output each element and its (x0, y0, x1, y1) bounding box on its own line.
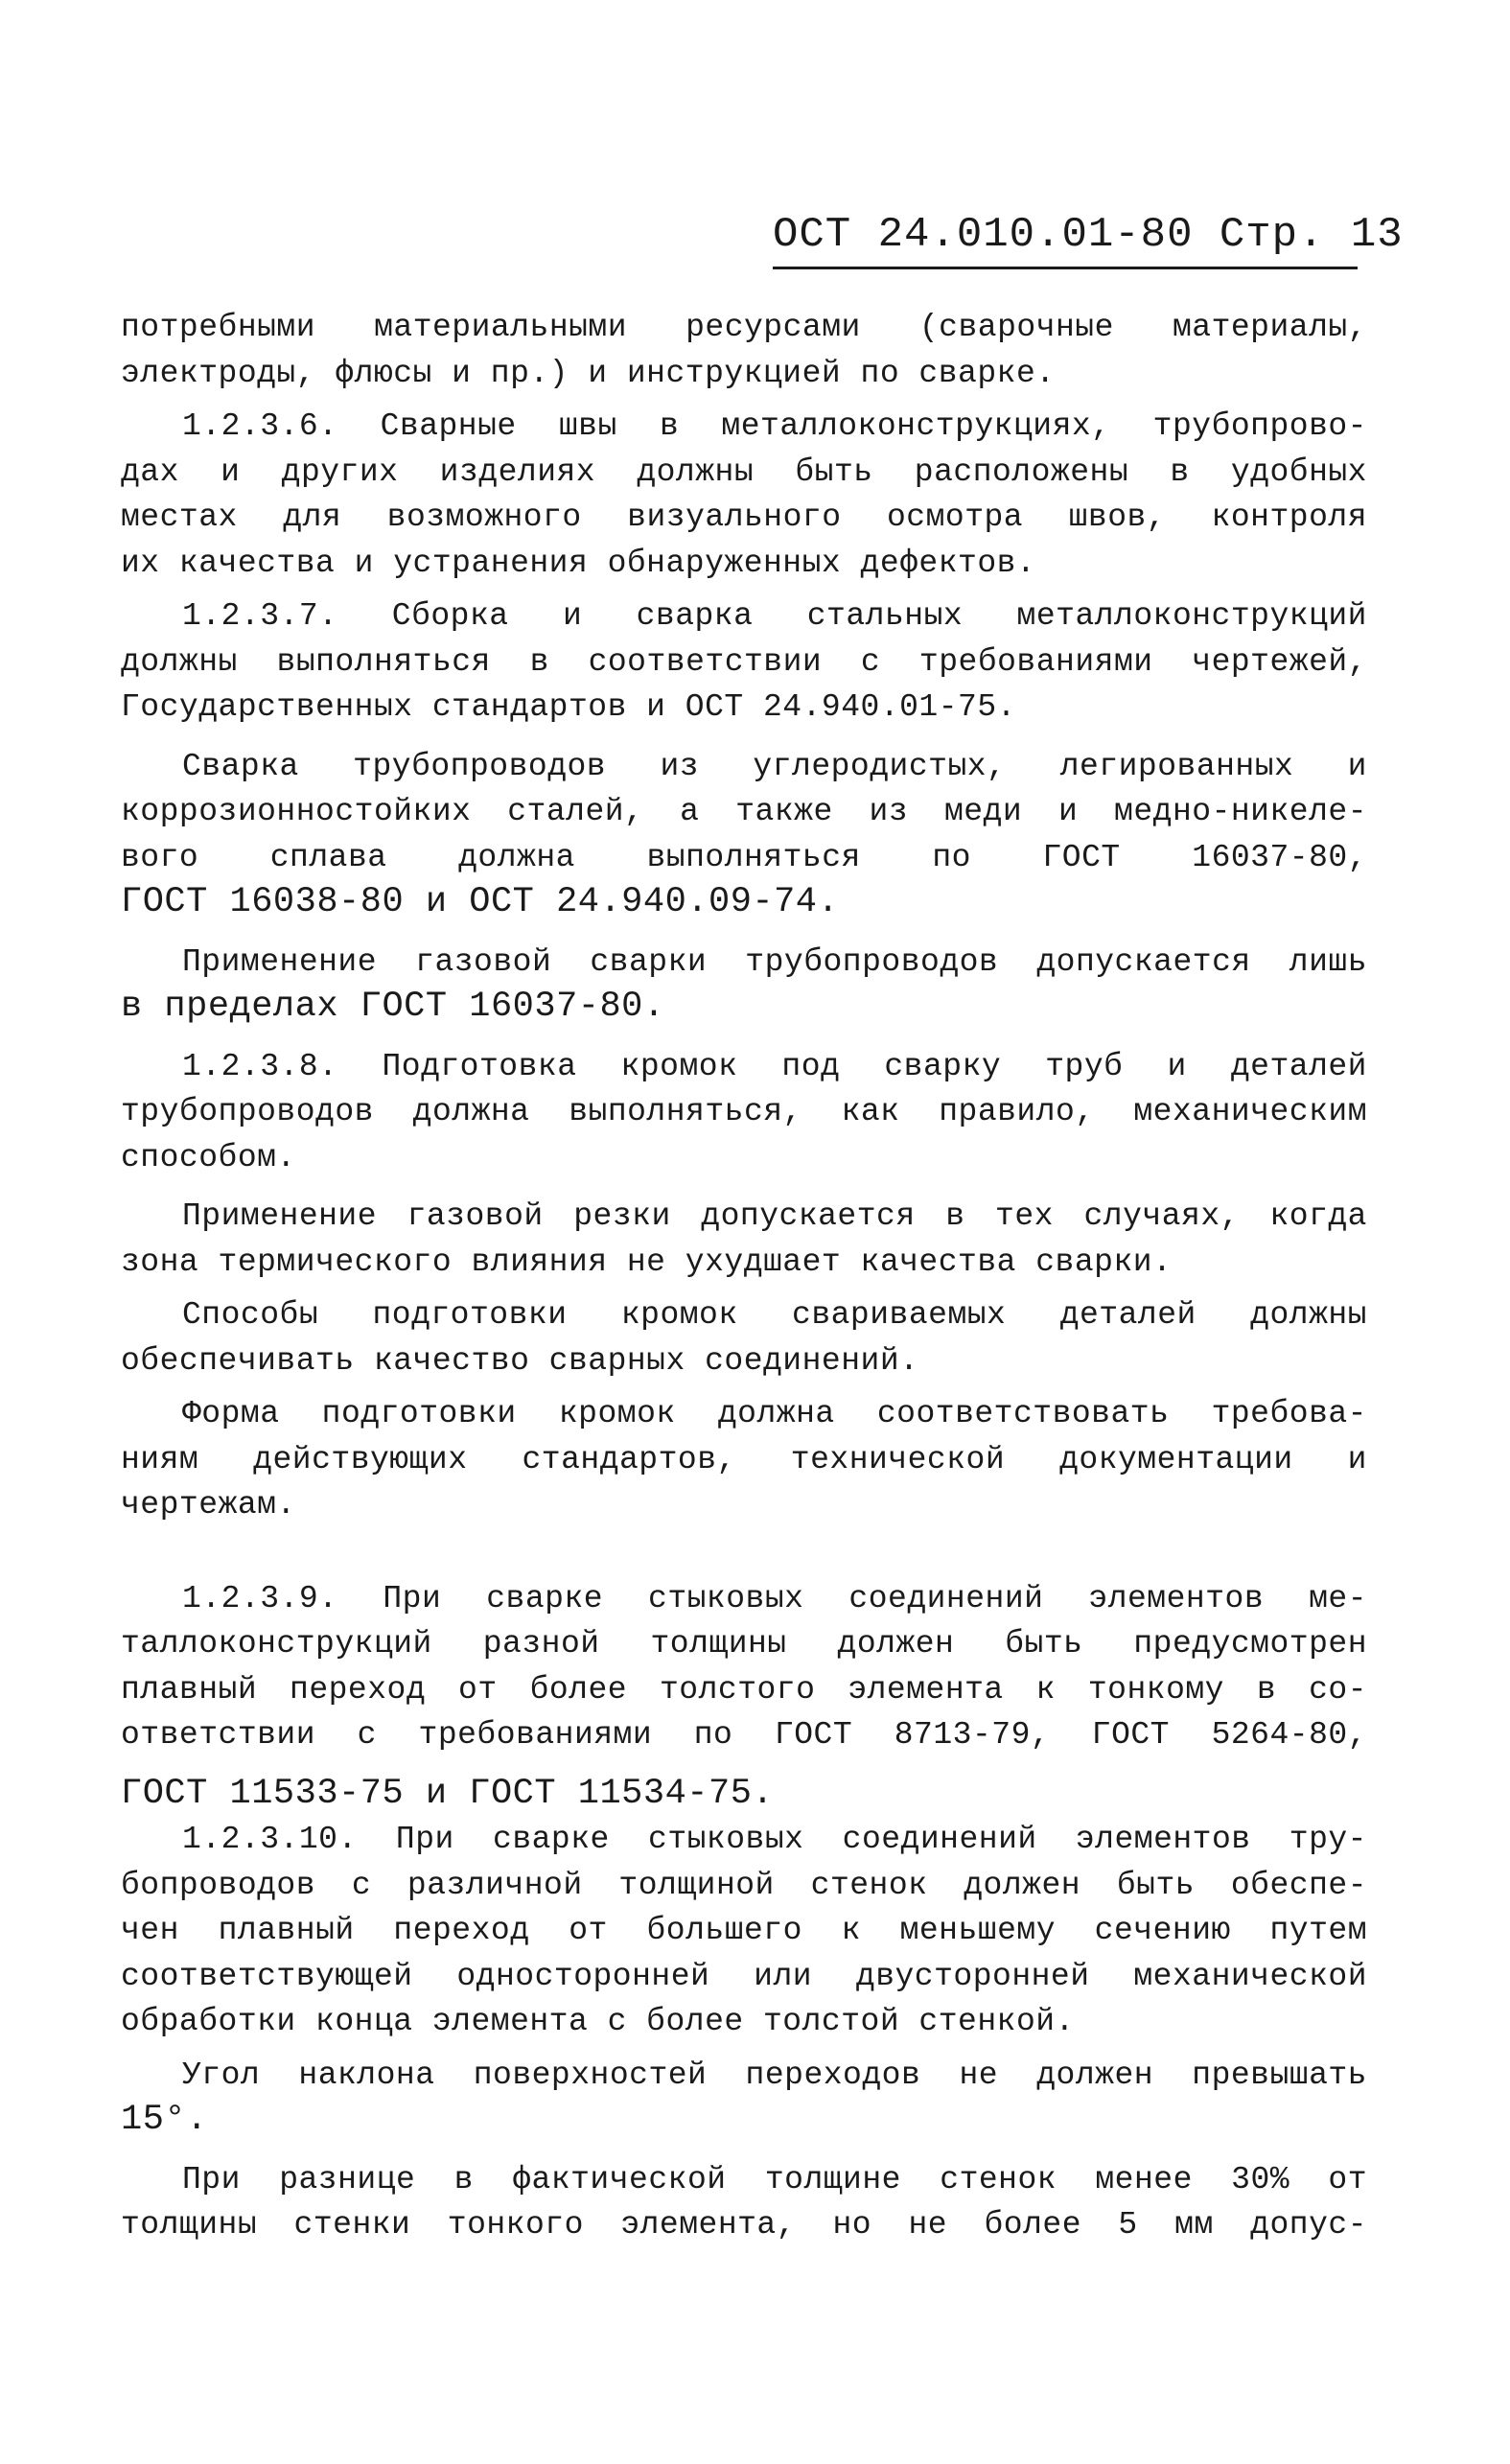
text-line: их качества и устранения обнаруженных дефектов. (121, 545, 1036, 581)
text-line: При разнице в фактической толщине стенок менее 30% от (182, 2161, 1367, 2197)
text-line: бопроводов с различной толщиной стенок должен быть обеспе- (121, 1867, 1367, 1903)
paragraph-gap (121, 2144, 1367, 2157)
paragraph-gap (121, 1031, 1367, 1044)
text-line: зона термического влияния не ухудшает качества сварки. (121, 1244, 1173, 1280)
text-line: 1.2.3.8. Подготовка кромок под сварку труб и деталей (182, 1048, 1367, 1084)
text-line: коррозионностойких сталей, а также из меди и медно-никеле- (121, 794, 1367, 829)
text-line: 1.2.3.6. Сварные швы в металлоконструкциях, трубопрово- (182, 408, 1367, 444)
paragraph-gap (121, 926, 1367, 940)
paragraph-gap (121, 1528, 1367, 1576)
text-line: местах для возможного визуального осмотра швов, контроля (121, 500, 1367, 535)
text-line: способом. (121, 1139, 296, 1175)
paragraph-gap (121, 1285, 1367, 1292)
paragraph-gap (121, 1758, 1367, 1772)
text-line: в пределах ГОСТ 16037-80. (121, 987, 665, 1027)
text-line: Применение газовой сварки трубопроводов допускается лишь (182, 943, 1367, 980)
text-line: 1.2.3.10. При сварке стыковых соединений элементов тру- (182, 1822, 1367, 1857)
text-line: электроды, флюсы и пр.) и инструкцией по сварке. (121, 355, 1056, 391)
text-line: 15°. (121, 2100, 208, 2140)
text-line: ГОСТ 16038-80 и ОСТ 24.940.09-74. (121, 882, 840, 922)
document-body (121, 305, 1367, 2248)
text-line: 1.2.3.9. При сварке стыковых соединений элементов ме- (182, 1580, 1367, 1616)
text-line: дах и других изделиях должны быть расположены в удобных (121, 453, 1367, 490)
text-line: Угол наклона поверхностей переходов не должен превышать (182, 2057, 1367, 2093)
text-line: ГОСТ 11533-75 и ГОСТ 11534-75. (121, 1773, 775, 1814)
paragraph-gap (121, 1383, 1367, 1391)
text-line: ниям действующих стандартов, технической документации и (121, 1441, 1367, 1477)
text-line: соответствующей односторонней или двусторонней механической (121, 1958, 1367, 1994)
text-line: трубопроводов должна выполняться, как правило, механическим (121, 1094, 1367, 1129)
text-line: Применение газовой резки допускается в тех случаях, когда (182, 1198, 1367, 1234)
paragraph-gap (121, 731, 1367, 744)
text-line: чертежам. (121, 1487, 296, 1523)
text-line: потребными материальными ресурсами (сварочные материалы, (121, 310, 1367, 345)
text-line: Способы подготовки кромок свариваемых деталей должны (182, 1297, 1367, 1333)
text-line: вого сплава должна выполняться по ГОСТ 16037-80, (121, 839, 1367, 875)
text-line: обработки конца элемента с более толстой стенкой. (121, 2004, 1075, 2039)
text-line: плавный переход от более толстого элемента к тонкому в со- (121, 1671, 1367, 1708)
text-line: чен плавный переход от большего к меньшему сечению путем (121, 1913, 1367, 1948)
text-line: Форма подготовки кромок должна соответствовать требова- (182, 1396, 1367, 1431)
text-line: толщины стенки тонкого элемента, но не более 5 мм допус- (121, 2207, 1367, 2243)
header-rule (773, 267, 1358, 269)
text-line: 1.2.3.7. Сборка и сварка стальных металлоконструкций (182, 598, 1367, 634)
paragraph-gap (121, 2045, 1367, 2053)
text-line: таллоконструкций разной толщины должен быть предусмотрен (121, 1626, 1367, 1662)
text-line: обеспечивать качество сварных соединений. (121, 1342, 919, 1379)
page-header: ОСТ 24.010.01-80 Стр. 13 (773, 211, 1404, 259)
paragraph-gap (121, 1180, 1367, 1194)
paragraph-gap (121, 396, 1367, 404)
text-line: Государственных стандартов и ОСТ 24.940.01-75. (121, 689, 1016, 725)
paragraph-gap (121, 586, 1367, 593)
text-line: должны выполняться в соответствии с требованиями чертежей, (121, 643, 1367, 680)
text-line: ответствии с требованиями по ГОСТ 8713-79, ГОСТ 5264-80, (121, 1717, 1367, 1753)
text-line: Сварка трубопроводов из углеродистых, легированных и (182, 748, 1367, 784)
